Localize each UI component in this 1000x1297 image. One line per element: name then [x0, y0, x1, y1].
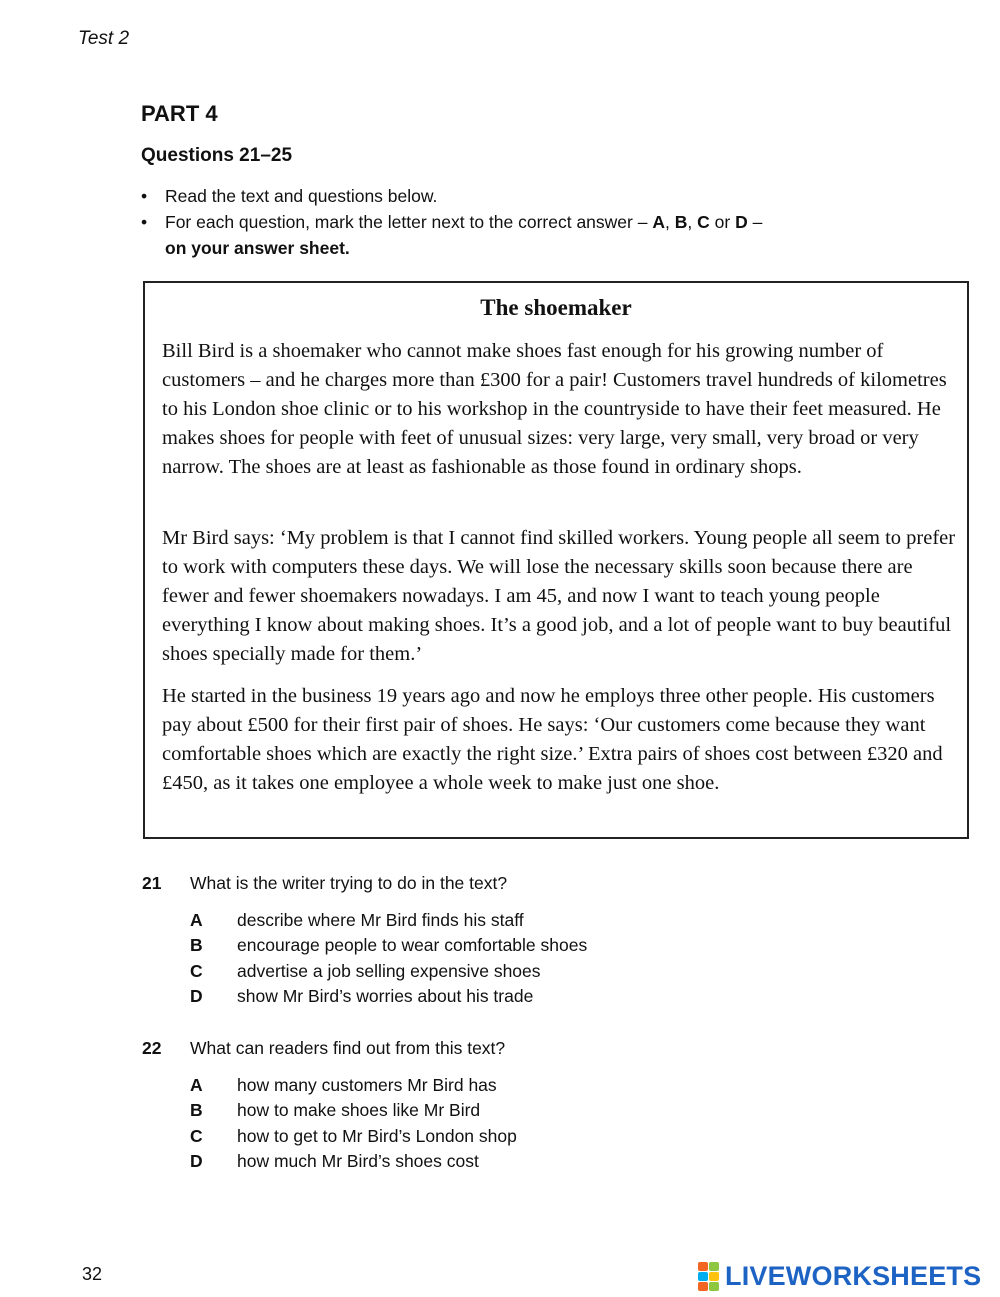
instruction-text: For each question, mark the letter next to the correct answer –	[165, 212, 648, 232]
option-letter: B	[190, 935, 203, 956]
option-letter: A	[190, 910, 203, 930]
instruction-item: • For each question, mark the letter next to the correct answer – A, B, C or D –	[141, 209, 881, 235]
option-text: how many customers Mr Bird has	[237, 1075, 497, 1095]
question-21	[142, 873, 962, 1011]
logo-blocks-icon	[698, 1261, 720, 1291]
passage-title: The shoemaker	[480, 295, 632, 320]
letter-c: C	[697, 212, 710, 232]
question-22	[142, 1038, 962, 1176]
option-letter: C	[190, 960, 203, 981]
option-text: how to get to Mr Bird’s London shop	[237, 1125, 517, 1146]
answer-option-c[interactable]	[142, 961, 962, 986]
instruction-continuation: on your answer sheet.	[165, 238, 350, 258]
bullet-icon: •	[141, 212, 148, 232]
question-text: What can readers find out from this text?	[190, 1038, 506, 1058]
bullet-icon: •	[141, 186, 148, 206]
answer-option-d[interactable]	[142, 986, 962, 1011]
answer-option-a[interactable]	[142, 1075, 962, 1100]
option-letter: C	[190, 1125, 203, 1146]
option-text: how much Mr Bird’s shoes cost	[237, 1150, 479, 1171]
logo-text: LIVEWORKSHEETS	[725, 1260, 982, 1291]
test-label: Test 2	[78, 28, 130, 49]
passage-paragraph: Mr Bird says: ‘My problem is that I cannot find skilled workers. Young people all seem to prefer to work with computers these days. We will lose the necessary skills soon because there are fewer and fewer shoemakers nowadays. I am 45, and now I want to teach young people everything I know about making shoes. It’s a good job, and a lot of people want to buy beautiful shoes specially made for them.’	[162, 527, 956, 665]
option-text: encourage people to wear comfortable shoes	[237, 935, 588, 956]
instructions	[141, 183, 881, 261]
passage-paragraph: He started in the business 19 years ago and now he employs three other people. His customers pay about £500 for their first pair of shoes. He says: ‘Our customers come because they want comfortable shoes which are exactly the right size.’ Extra pairs of shoes cost between £320 and £450, as it takes one employee a whole week to make just one shoe.	[162, 685, 943, 794]
option-text: show Mr Bird’s worries about his trade	[237, 985, 534, 1006]
option-letter: D	[190, 985, 203, 1006]
option-letter: B	[190, 1100, 203, 1121]
part-title: PART 4	[141, 101, 218, 126]
liveworksheets-logo[interactable]	[698, 1258, 981, 1294]
option-letter: A	[190, 1075, 203, 1095]
instruction-item	[141, 183, 881, 209]
answer-option-b[interactable]	[142, 935, 962, 960]
answer-option-b[interactable]	[142, 1100, 962, 1125]
option-text: describe where Mr Bird finds his staff	[237, 910, 524, 930]
answer-option-c[interactable]	[142, 1126, 962, 1151]
option-letter: D	[190, 1150, 203, 1171]
question-number: 22	[142, 1038, 162, 1058]
option-text: advertise a job selling expensive shoes	[237, 960, 541, 981]
page-number: 32	[82, 1264, 103, 1284]
letter-d: D	[735, 212, 748, 232]
letter-a: A	[652, 212, 665, 232]
instruction-text: Read the text and questions below.	[165, 186, 438, 206]
answer-option-a[interactable]	[142, 910, 962, 935]
passage-box	[143, 281, 969, 839]
passage-paragraph: Bill Bird is a shoemaker who cannot make shoes fast enough for his growing number of customers – and he charges more than £300 for a pair! Customers travel hundreds of kilometres to his London shoe clinic or to his workshop in the countryside to have their feet measured. He makes shoes for people with feet of unusual sizes: very large, very small, very broad or very narrow. The shoes are at least as fashionable as those found in ordinary shops.	[162, 340, 947, 478]
answer-option-d[interactable]	[142, 1151, 962, 1176]
question-number: 21	[142, 873, 162, 893]
question-text: What is the writer trying to do in the text?	[190, 873, 508, 893]
letter-b: B	[674, 212, 688, 232]
question-range: Questions 21–25	[141, 145, 293, 166]
option-text: how to make shoes like Mr Bird	[237, 1100, 481, 1121]
